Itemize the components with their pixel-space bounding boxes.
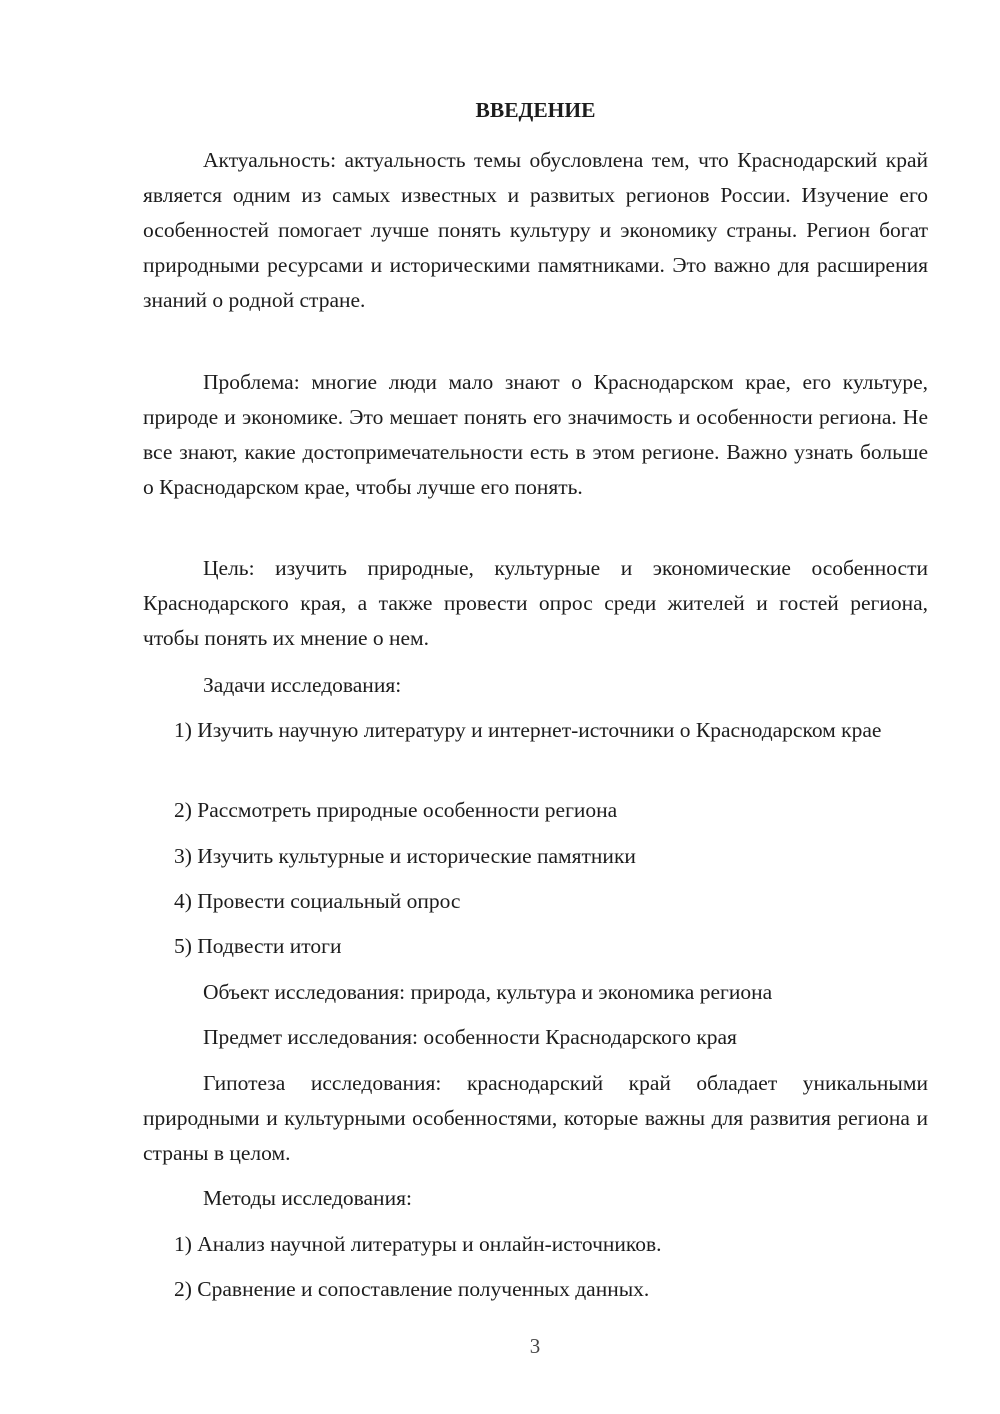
method-item-1: 1) Анализ научной литературы и онлайн-источников. xyxy=(174,1232,662,1256)
task-item-1: 1) Изучить научную литературу и интернет-источники о Краснодарском крае xyxy=(174,718,882,742)
task-item-5: 5) Подвести итоги xyxy=(174,934,342,958)
object-paragraph: Объект исследования: природа, культура и экономика региона xyxy=(203,980,773,1004)
hypothesis-paragraph: Гипотеза исследования: краснодарский край обладает уникальными природными и культурными особенностями, которые важны для развития региона и страны в целом. xyxy=(143,1071,928,1165)
subject-paragraph: Предмет исследования: особенности Краснодарского края xyxy=(203,1025,737,1049)
methods-heading: Методы исследования: xyxy=(203,1186,412,1210)
method-item-2: 2) Сравнение и сопоставление полученных данных. xyxy=(174,1277,650,1301)
goal-paragraph: Цель: изучить природные, культурные и экономические особенности Краснодарского края, а также провести опрос среди жителей и гостей региона, чтобы понять их мнение о нем. xyxy=(143,556,928,650)
problem-paragraph: Проблема: многие люди мало знают о Краснодарском крае, его культуре, природе и экономике. Это мешает понять его значимость и особенности региона. Не все знают, какие достопримечательности есть в этом регионе. Важно узнать больше о Краснодарском крае, чтобы лучше его понять. xyxy=(143,370,928,499)
task-item-3: 3) Изучить культурные и исторические памятники xyxy=(174,844,636,868)
tasks-heading: Задачи исследования: xyxy=(203,673,402,697)
page-title: ВВЕДЕНИЕ xyxy=(475,98,596,122)
task-item-4: 4) Провести социальный опрос xyxy=(174,889,461,913)
relevance-paragraph: Актуальность: актуальность темы обусловлена тем, что Краснодарский край является одним из самых известных и развитых регионов России. Изучение его особенностей помогает лучше понять культуру и экономику страны. Регион богат природными ресурсами и историческими памятниками. Это важно для расширения знаний о родной стране. xyxy=(143,148,928,312)
task-item-2: 2) Рассмотреть природные особенности региона xyxy=(174,798,618,822)
page-number: 3 xyxy=(529,1334,541,1358)
